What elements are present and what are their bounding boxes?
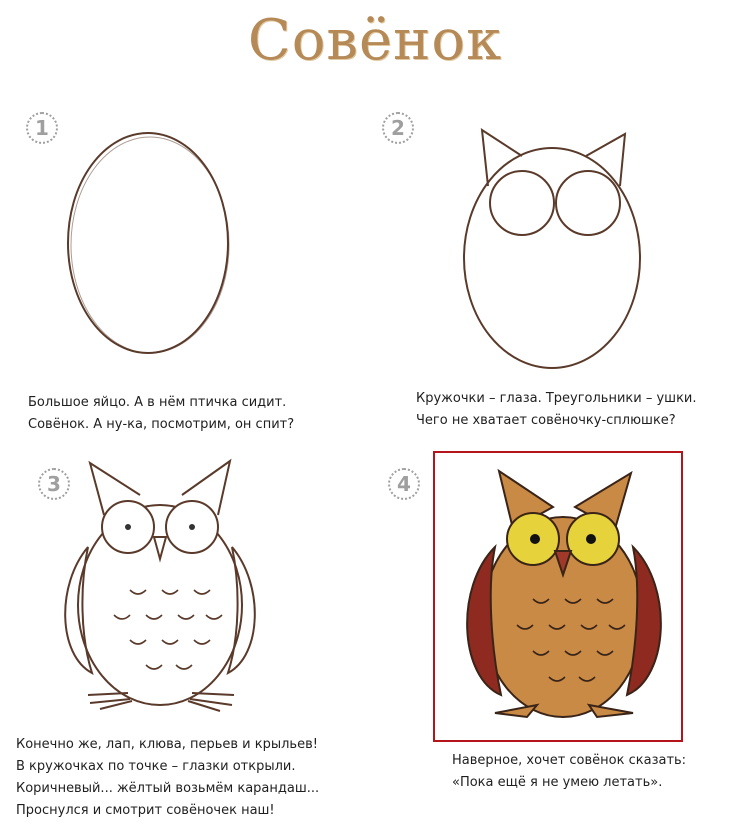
- step-3-caption: [16, 734, 319, 822]
- step-4-colored-owl-drawing: [455, 467, 665, 729]
- left-eye-outline: [490, 171, 554, 235]
- step-3-owl-sketch-drawing: [50, 455, 280, 715]
- beak: [154, 537, 166, 559]
- feathers: [114, 590, 222, 669]
- step-3-line-4: Проснулся и смотрит совёночек наш!: [16, 803, 275, 818]
- step-4-colored-owl-frame: [433, 451, 683, 742]
- page-title: Совёнок: [247, 8, 503, 73]
- left-foot: [495, 705, 537, 717]
- step-4-caption: [452, 750, 686, 794]
- step-3-line-1: Конечно же, лап, клюва, перьев и крыльев!: [16, 737, 318, 752]
- step-1-line-2: Совёнок. А ну-ка, посмотрим, он спит?: [28, 417, 295, 432]
- step-2-caption: [416, 388, 697, 432]
- step-2-owl-outline-drawing: [460, 128, 660, 378]
- right-foot: [589, 705, 633, 717]
- left-pupil: [125, 524, 131, 530]
- right-pupil: [586, 534, 596, 544]
- step-1-caption: [28, 392, 294, 436]
- step-3-line-3: Коричневый... жёлтый возьмём карандаш...: [16, 781, 320, 796]
- step-2-line-1: Кружочки – глаза. Треугольники – ушки.: [416, 391, 697, 406]
- right-pupil: [189, 524, 195, 530]
- owl-body-outline: [464, 148, 640, 368]
- step-2-line-2: Чего не хватает совёночку-сплюшке?: [416, 413, 676, 428]
- step-3-number-badge: 3: [38, 468, 70, 500]
- left-pupil: [530, 534, 540, 544]
- step-1-number-badge: 1: [26, 112, 58, 144]
- step-1-egg-drawing: [60, 128, 240, 368]
- step-4-number-badge: 4: [388, 468, 420, 500]
- step-3-line-2: В кружочках по точке – глазки открыли.: [16, 759, 296, 774]
- right-eye-outline: [556, 171, 620, 235]
- step-4-line-2: «Пока ещё я не умею летать».: [452, 775, 663, 790]
- step-1-line-1: Большое яйцо. А в нём птичка сидит.: [28, 395, 287, 410]
- step-2-number-badge: 2: [382, 112, 414, 144]
- step-4-line-1: Наверное, хочет совёнок сказать:: [452, 753, 687, 768]
- owl-body: [483, 517, 643, 717]
